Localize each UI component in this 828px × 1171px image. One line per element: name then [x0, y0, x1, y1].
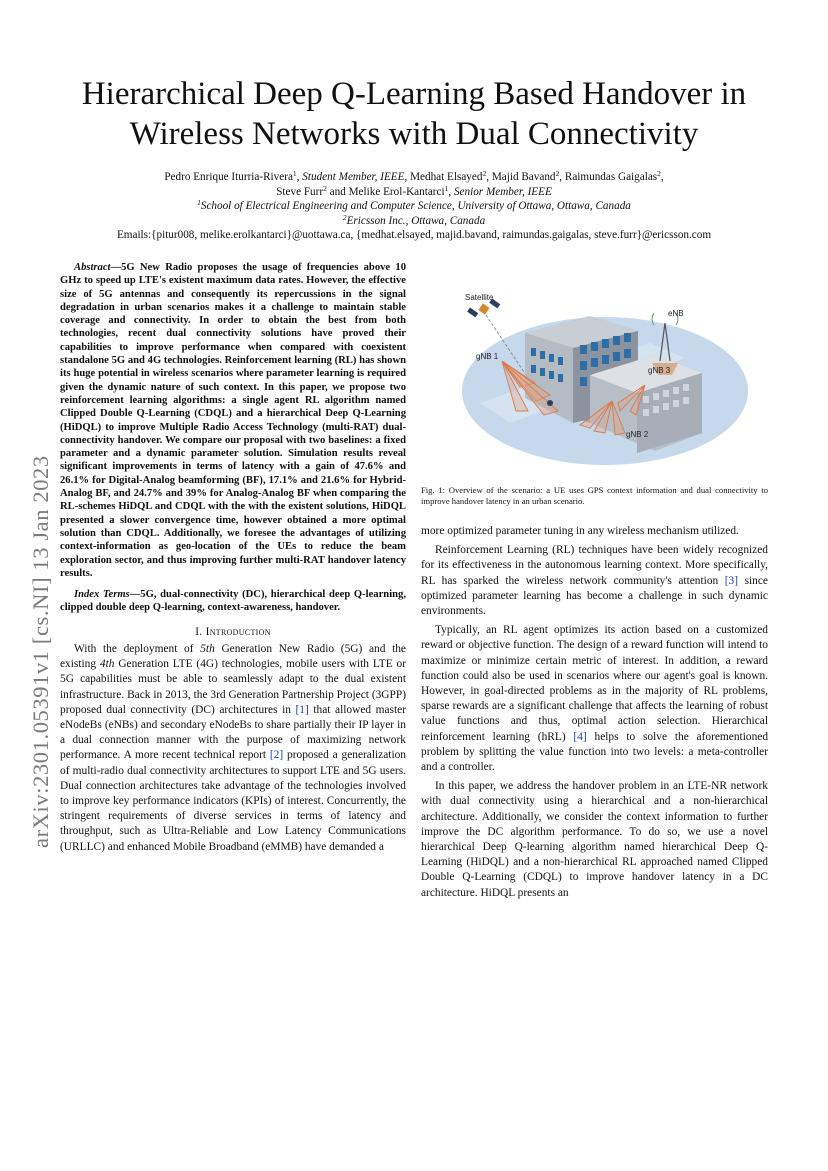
left-column — [60, 261, 406, 855]
affiliation-marker: 2 — [555, 169, 560, 178]
user-equipment — [547, 400, 553, 406]
section-number: I. — [195, 625, 203, 638]
label-satellite: Satellite — [465, 293, 494, 302]
section-title: Introduction — [205, 625, 271, 638]
abstract — [60, 261, 406, 580]
affiliation-marker: 1 — [197, 198, 201, 208]
citation-link[interactable]: [3] — [724, 574, 739, 587]
author-name: Pedro Enrique Iturria-Rivera — [164, 171, 293, 183]
intro-paragraph-3: Typically, an RL agent optimizes its action based on a customized reward or objective function. The design of a reward function will intend to maximize or minimize certain metric of interest. In addition, a reward function could also be used in scenarios where our agent's goal is known. However, in goal-directed problems as in the majority of RL problems, sparse rewards are a significant challenge that affects the learning of robust value functions and thus, optimal action selection. Hierarchical reinforcement learning (hRL) [4] helps to solve the aforementioned problem by splitting the value function into two levels: a meta-controller and a controller. — [421, 624, 769, 774]
author-membership: Senior Member, IEEE — [453, 185, 552, 198]
affiliation-marker: 2 — [323, 183, 327, 193]
author-name: Majid Bavand — [491, 171, 556, 183]
author-membership: Student Member, IEEE — [302, 171, 405, 183]
scenario-figure — [440, 283, 762, 473]
affiliation-marker: 1 — [444, 183, 449, 193]
citation-link[interactable]: [2] — [269, 749, 284, 762]
affiliation-text: School of Electrical Engineering and Computer Science, University of Ottawa, Ottawa, Canada — [200, 200, 631, 213]
citation-link[interactable]: [1] — [295, 703, 309, 716]
email-line: Emails:{pitur008, melike.erolkantarci}@uottawa.ca, {medhat.elsayed, majid.bavand, raimundas.gaigalas, steve.furr}@ericsson.com — [116, 229, 712, 242]
author-name: Steve Furr — [276, 185, 324, 198]
right-column — [421, 524, 768, 901]
affiliation-marker: 1 — [292, 169, 297, 178]
intro-paragraph-4: In this paper, we address the handover problem in an LTE-NR network with dual connectivity using a hierarchical and a non-hierarchical architecture. Additionally, we consider the context information to further improve the DC algorithm performance. To do so, we use a novel hierarchical Deep Q-learning algorithm named hierarchical Deep Q-Learning (HiDQL) and a non-hierarchical RL approached named Clipped Double Q-Learning (CDQL) to improve handover latency in a DC architecture. HiDQL presents an — [421, 780, 768, 899]
title-line-2: Wireless Networks with Dual Connectivity — [129, 116, 699, 152]
abstract-label: Abstract — [74, 262, 111, 273]
title-line-1: Hierarchical Deep Q-Learning Based Handover in — [81, 76, 747, 112]
affiliation-2 — [60, 214, 768, 229]
abstract-text: —5G New Radio proposes the usage of frequencies above 10 GHz to speed up LTE's existent maximum data rates. However, the effective size of 5G antennas and consequently its repercussions in the signal degradation in urban scenarios makes it a challenge to maintain stable coverage and connectivity. In order to obtain the best from both technologies, recent dual connectivity solutions have proved their capabilities to improve performance when compared with coexistent standalone 5G and 4G technologies. Reinforcement learning (RL) has shown its huge potential in wireless scenarios where parameter learning is required given the dynamic nature of such context. In this paper, we propose two reinforcement learning algorithms: a single agent RL algorithm named Clipped Double Q-Learning (CDQL) and a hierarchical Deep Q-Learning (HiDQL) to improve Multiple Radio Access Technology (multi-RAT) dual-connectivity handover. We compare our proposal with two baselines: a fixed parameter and a dynamic parameter solution. Simulation results reveal significant improvements in terms of latency with a gain of 47.6% and 26.1% for Digital-Analog beamforming (BF), 17.1% and 21.6% for Hybrid-Analog BF, and 24.7% and 39% for Analog-Analog BF when comparing the RL-schemes HiDQL and CDQL with the with the existent solutions, HiDQL presented a slower convergence time, however obtained a more optimal solution than CDQL. Additionally, we foresee the advantages of utilizing context-information as geo-location of the UEs to reduce the beam exploration sector, and thus improving further multi-RAT handover latency results. — [60, 262, 406, 579]
author-name: Raimundas Gaigalas — [564, 171, 658, 183]
affiliation-1 — [60, 199, 768, 214]
author-block — [60, 170, 768, 243]
author-line-2: Steve Furr$^2$ and Melike Erol-Kantarci$^1$, Senior Member, IEEE — [276, 183, 552, 198]
author-line-1: Pedro Enrique Iturria-Rivera$^1$, Student Member, IEEE, Medhat Elsayed$^2$, Majid Bavand$^2$, Raimundas Gaigalas$^2$, — [164, 169, 664, 183]
author-name: Melike Erol-Kantarci — [348, 185, 445, 198]
arxiv-identifier: arXiv:2301.05391v1 [cs.NI] 13 Jan 2023 — [28, 455, 53, 848]
intro-paragraph-1-continued: more optimized parameter tuning in any wireless mechanism utilized. — [421, 525, 739, 537]
intro-paragraph-1: With the deployment of 5th Generation New Radio (5G) and the existing 4th Generation LTE (4G) technologies, mobile users with LTE or 5G capabilities must be able to seamlessly adapt to the dual existent infrastructure. Back in 2013, the 3rd Generation Partnership Project (3GPP) proposed dual connectivity (DC) architectures in [1] that allowed master eNodeBs (eNBs) and secondary eNodeBs to share partially their IP layer in a dual connection manner with the purpose of maximizing network performance. A more recent technical report [2] proposed a generalization of multi-radio dual connectivity architectures to support LTE and 5G users. Dual connection architectures take advantage of the technologies involved to improve key performance indicators (KPIs) of interest. Concurrently, the stringent requirements of diverse services in terms of latency and throughput, such as Ultra-Reliable and Low Latency Communications (URLLC) and enhanced Mobile Broadband (eMMB) have demanded a — [60, 642, 407, 853]
figure-caption: Fig. 1: Overview of the scenario: a UE uses GPS context information and dual connectivity to improve handover latency in an urban scenario. — [421, 485, 768, 506]
affiliation-marker: 2 — [342, 212, 347, 222]
label-gnb3: gNB 3 — [648, 366, 671, 375]
paper-title — [40, 74, 788, 154]
affiliation-text: Ericsson Inc., Ottawa, Canada — [346, 214, 486, 227]
author-name: Medhat Elsayed — [410, 171, 483, 183]
index-terms-text: —5G, dual-connectivity (DC), hierarchical deep Q-learning, clipped double deep Q-learning, context-awareness, handover. — [60, 589, 406, 614]
label-gnb1: gNB 1 — [476, 352, 499, 361]
author-conjunction: and — [329, 185, 346, 198]
index-terms-label: Index Terms — [74, 589, 130, 601]
label-gnb2: gNB 2 — [626, 430, 649, 439]
intro-paragraph-2: Reinforcement Learning (RL) techniques have been widely recognized for its effectiveness in the autonomous learning context. More specifically, RL has sparked the wireless network community's attention [3] since optimized parameter learning has become a challenge in such dynamic environments. — [421, 544, 768, 618]
label-enb: eNB — [668, 309, 684, 318]
affiliation-marker: 2 — [482, 169, 487, 178]
citation-link[interactable]: [4] — [573, 730, 587, 743]
index-terms — [60, 588, 406, 615]
affiliation-marker: 2 — [657, 169, 661, 178]
section-heading-introduction — [60, 625, 406, 640]
